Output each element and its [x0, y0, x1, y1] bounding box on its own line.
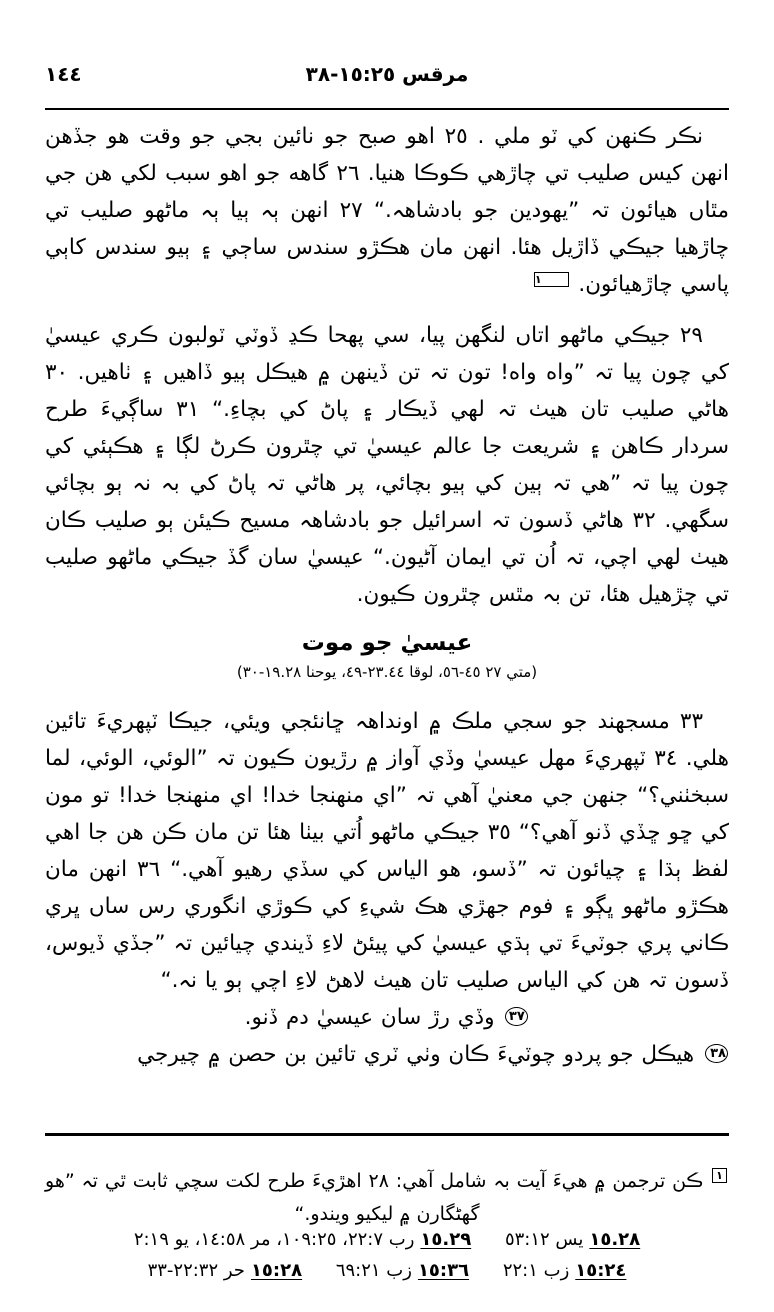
line-text: ٣٠ هاڻي صليب تان هيٺ تہ لهي ڏيڪار ۽ پاڻ کي بچاءِ.“ ٣١ ساڳيءَ طرح [45, 360, 729, 422]
cross-reference-entry [503, 1255, 627, 1286]
paragraph-verses-33-36 [45, 703, 729, 999]
paragraph-spacer [45, 303, 729, 317]
scripture-body-lower [45, 703, 729, 1073]
verse-text: وڏي رڙ سان عيسيٰ دم ڏنو. [244, 1005, 495, 1030]
footnote-text [45, 1165, 729, 1231]
cross-reference-verse-key: ١٥.٢٩ [420, 1229, 472, 1250]
cross-reference-verse-value: يس ٥٣:١٢ [504, 1229, 584, 1250]
paragraph-verses-25-27 [45, 118, 729, 303]
line-text: ڪوڙي انگوري رس ساں ڀري ڪاني پري جوٽيءَ تي ٻڌي عيسيٰ کي پيئڻ [45, 894, 729, 956]
paragraph-verses-29-32 [45, 317, 729, 613]
line-text: رهيو آهي.“ ٣٦ انهن مان هڪڙو ماڻهو ڀڳو ۽ فوم جهڙي هڪ شيءِ کي [45, 857, 729, 919]
line-text: ٣٣ مسجهند جو سجي ملڪ ۾ اونداهہ ڇانئجي ويئي، جيڪا ٽپهريءَ [96, 709, 703, 734]
cross-reference-entry [505, 1224, 640, 1255]
cross-reference-verse-key: ١٥:٢٤ [575, 1260, 627, 1281]
line-text: ٢٩ جيڪي ماڻهو اتاں لنگهن پيا، سي پهحا ڪڍ ڏوٽي ٽولبون ڪري [111, 323, 703, 348]
line-text: چون پيا تہ ”هي تہ ٻين کي ٻيو بچائي، پر هاڻي تہ پاڻ کي بہ نہ ٻو بچائي [45, 471, 729, 496]
paragraph-verse-38 [45, 1036, 729, 1073]
line-text: سردار ڪاهن ۽ شريعت جا عالم عيسيٰ تي چٿرون ڪرڻ لڳا ۽ هڪٻئي کي [45, 434, 729, 459]
line-text: مان ڪن هن جا اهي لفظ ٻڌا ۽ چيائون تہ ”ڏسو، هو الياس کي سڏي [45, 820, 729, 882]
line-text: جي مٿاں هيائون تہ ”يهودين جو بادشاهہ.“ ٢٧ انهن ٻہ ٻيا ٻہ ماڻهو صليب [45, 161, 729, 223]
verse-text: هيڪل جو پردو چوٽيءَ ڪان وٺي ٽري تائين بن حصن ۾ چيرجي [137, 1042, 695, 1067]
cross-reference-entry [148, 1255, 303, 1286]
line-text: عيسيٰ کي چون پيا تہ ”واه واه! تون تہ تن ڏينهن ۾ هيڪل ٻيو ڏاهيں ۽ ٺاهيں. [45, 323, 729, 385]
line-text: نڪر ڪنهن کي ٽو ملي . ٢٥ اهو صبح جو نائين بجي جو وقت هو جڏهن [45, 124, 703, 149]
cross-reference-verse-value: زب ٢٢:١ [502, 1260, 570, 1281]
cross-reference-verse-value: حر ٢٢:٣٢-٣٣ [147, 1260, 245, 1281]
cross-reference-verse-key: ١٥.٢٨ [589, 1229, 641, 1250]
cross-reference-verse-key: ١٥:٢٨ [250, 1260, 303, 1281]
scripture-body-upper [45, 118, 729, 613]
verse-number: ٣٧ [505, 1007, 528, 1026]
cross-reference-line [45, 1255, 729, 1286]
section-title: عيسيٰ جو موت [301, 630, 473, 656]
line-text: کاٻي پاسي چاڙهيائون. [45, 235, 729, 297]
cross-reference-verse-value: زب ٦٩:٢١ [335, 1260, 412, 1281]
line-text: الوئي، لما سبخٺني؟“ جنهن جي معنيٰ آهي تہ ”اي منهنجا خدا! اي منهنجا [45, 746, 729, 808]
line-text: انهن کيس صليب تي چاڙهي ڪوڪا هنيا. ٢٦ گاهه جو اهو سبب لکي هن [84, 161, 729, 186]
cross-reference-entry [336, 1255, 469, 1286]
footnote-marker: ١ [712, 1168, 727, 1183]
page-number: ١٤٤ [45, 62, 82, 86]
line-text: تي چاڙهيا جيڪي ڏاڙيل هئا. انهن مان هڪڙو سندس ساڄي ۽ ٻيو سندس [45, 198, 730, 260]
line-text: خدا! تو مون کي ڇو ڇڏي ڏنو آهي؟“ ٣٥ جيڪي ماڻهو اُتي بيٺا هئا تن [45, 783, 729, 845]
section-parallel-references: (متي ٢٧ ٤٥-٥٦، لوقا ٢٣.٤٤-٤٩، يوحنا ١٩.٢٨-٣٠) [236, 663, 538, 681]
cross-reference-block [45, 1224, 729, 1286]
line-text: هيٺ لاهڻ لاءِ اچي ٻو يا نہ.“ [160, 968, 413, 993]
cross-reference-verse-value: رب ٢٢:٧، ١٠٩:٢٥، مر ١٤:٥٨، يو ٢:١٩ [133, 1229, 415, 1250]
line-text: سگهي. ٣٢ هاڻي ڏسون تہ اسرائيل جو بادشاهہ مسيح ڪيئن ٻو صليب ڪان [45, 508, 730, 533]
line-text: تائين هلي. ٣٤ ٽپهريءَ مهل عيسيٰ وڏي آواز ۾ رڙيون ڪيون تہ ”الوئي، [45, 709, 729, 771]
cross-reference-line [45, 1224, 729, 1255]
footnote-reference-marker[interactable]: ١ [534, 272, 569, 287]
line-text: صليب تي چڙهيل هئا، تن بہ مٿس چٿرون ڪيون. [45, 545, 729, 607]
header-divider-rule [45, 108, 729, 110]
paragraph-verse-37 [45, 999, 729, 1036]
cross-reference-entry [134, 1224, 471, 1255]
running-head [45, 62, 729, 96]
section-heading-block [45, 628, 729, 684]
footnote-line: ڪن ترجمن ۾ هيءَ آيت بہ شامل آهي: ٢٨ اهڙيءَ طرح لکت سچي ثابت ٿي تہ ”هو [45, 1170, 704, 1192]
footnote-divider-rule [45, 1133, 729, 1136]
running-head-reference: مرقس ١٥:٢٥-٣٨ [305, 62, 469, 86]
verse-number: ٣٨ [705, 1044, 728, 1063]
cross-reference-verse-key: ١٥:٣٦ [417, 1260, 470, 1281]
footnote-line: گهڻگارن ۾ ليکيو ويندو.“ [294, 1203, 480, 1225]
line-text: لاءِ ڏيندي چيائين تہ ”جڏي ڏيوس، ڏسون تہ هن کي الياس صليب تان [45, 931, 729, 993]
line-text: هيٺ لهي اچي، تہ اُن تي ايمان آڻيون.“ عيسيٰ سان گڏ جيڪي ماڻهو [107, 545, 729, 570]
